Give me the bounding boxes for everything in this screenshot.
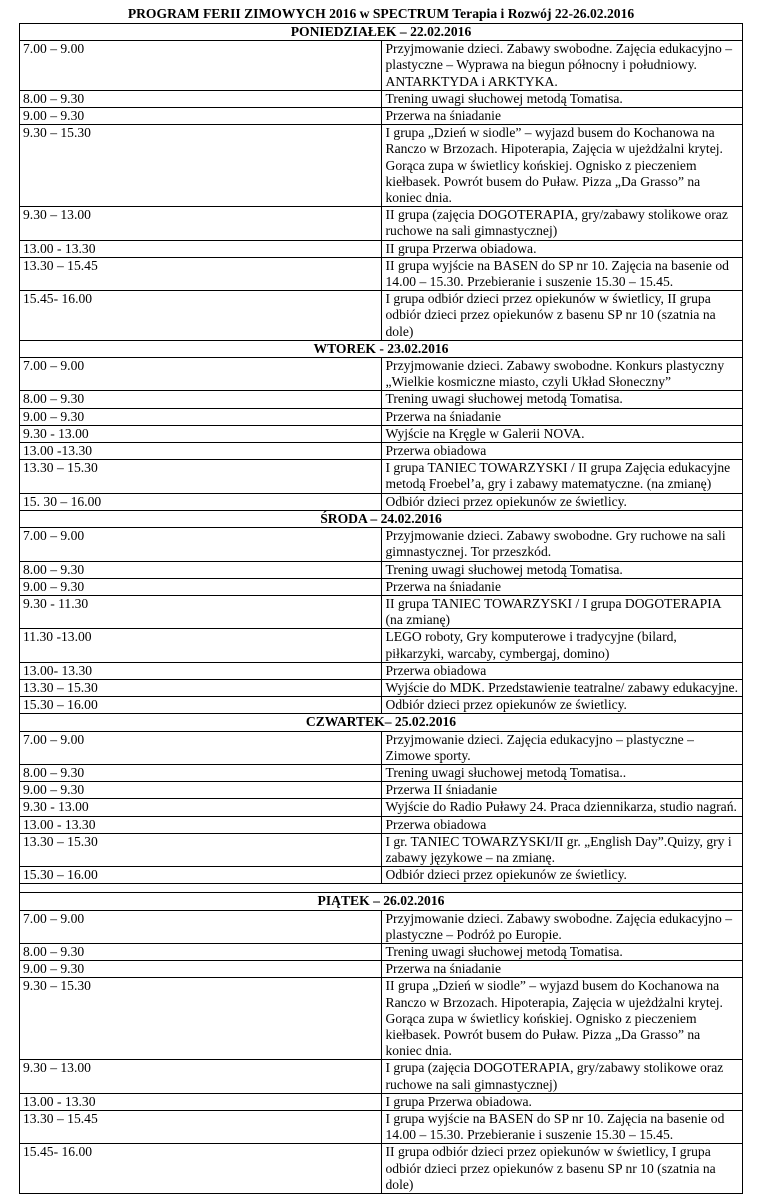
activity-cell: Trening uwagi słuchowej metodą Tomatisa. xyxy=(381,90,743,107)
time-cell: 9.30 – 13.00 xyxy=(20,207,382,240)
day-header: ŚRODA – 24.02.2016 xyxy=(20,510,743,527)
time-cell: 13.30 – 15.30 xyxy=(20,833,382,866)
activity-cell: Przerwa na śniadanie xyxy=(381,961,743,978)
schedule-row xyxy=(20,561,743,578)
time-cell: 7.00 – 9.00 xyxy=(20,910,382,943)
schedule-row xyxy=(20,816,743,833)
time-cell: 8.00 – 9.30 xyxy=(20,764,382,781)
activity-cell: Odbiór dzieci przez opiekunów ze świetlicy. xyxy=(381,493,743,510)
schedule-row xyxy=(20,460,743,493)
schedule-row xyxy=(20,961,743,978)
time-cell: 8.00 – 9.30 xyxy=(20,943,382,960)
schedule-row xyxy=(20,978,743,1060)
activity-cell: Przerwa obiadowa xyxy=(381,662,743,679)
time-cell: 7.00 – 9.00 xyxy=(20,731,382,764)
schedule-row xyxy=(20,391,743,408)
activity-cell: I grupa „Dzień w siodle” – wyjazd busem do Kochanowa na Ranczo w Brzozach. Hipoterapia, Zajęcia w ujeżdżalni krytej. Gorąca zupa w świetlicy końskiej. Ognisko z pieczeniem kiełbasek. Powrót busem do Puław. Pizza „Da Grasso” na koniec dnia. xyxy=(381,125,743,207)
time-cell: 8.00 – 9.30 xyxy=(20,561,382,578)
schedule-row xyxy=(20,41,743,91)
activity-cell: I gr. TANIEC TOWARZYSKI/II gr. „English Day”.Quizy, gry i zabawy językowe – na zmianę. xyxy=(381,833,743,866)
day-header-row xyxy=(20,714,743,731)
time-cell: 8.00 – 9.30 xyxy=(20,391,382,408)
schedule-row xyxy=(20,943,743,960)
schedule-row xyxy=(20,679,743,696)
time-cell: 13.30 – 15.30 xyxy=(20,679,382,696)
schedule-row xyxy=(20,595,743,628)
schedule-row xyxy=(20,528,743,561)
schedule-row xyxy=(20,1060,743,1093)
time-cell: 9.30 - 13.00 xyxy=(20,425,382,442)
time-cell: 13.00 - 13.30 xyxy=(20,1093,382,1110)
schedule-row xyxy=(20,799,743,816)
activity-cell: Przerwa na śniadanie xyxy=(381,408,743,425)
time-cell: 7.00 – 9.00 xyxy=(20,358,382,391)
day-header-row xyxy=(20,893,743,910)
time-cell: 13.00 - 13.30 xyxy=(20,240,382,257)
schedule-table-body xyxy=(20,24,743,1194)
day-header: WTOREK - 23.02.2016 xyxy=(20,340,743,357)
document-title: PROGRAM FERII ZIMOWYCH 2016 w SPECTRUM Terapia i Rozwój 22-26.02.2016 xyxy=(127,6,635,21)
activity-cell: Przerwa obiadowa xyxy=(381,443,743,460)
activity-cell: II grupa odbiór dzieci przez opiekunów w świetlicy, I grupa odbiór dzieci przez opiekunów z basenu SP nr 10 (szatnia na dole) xyxy=(381,1144,743,1194)
schedule-row xyxy=(20,408,743,425)
time-cell: 15.45- 16.00 xyxy=(20,291,382,341)
time-cell: 8.00 – 9.30 xyxy=(20,90,382,107)
time-cell: 15.30 – 16.00 xyxy=(20,697,382,714)
schedule-row xyxy=(20,291,743,341)
schedule-row xyxy=(20,493,743,510)
day-header: PONIEDZIAŁEK – 22.02.2016 xyxy=(20,24,743,41)
schedule-row xyxy=(20,697,743,714)
time-cell: 9.30 - 13.00 xyxy=(20,799,382,816)
schedule-row xyxy=(20,125,743,207)
activity-cell: I grupa Przerwa obiadowa. xyxy=(381,1093,743,1110)
activity-cell: II grupa „Dzień w siodle” – wyjazd busem do Kochanowa na Ranczo w Brzozach. Hipoterapia, Zajęcia w ujeżdżalni krytej. Gorąca zupa w świetlicy końskiej. Ognisko z pieczeniem kiełbasek. Powrót busem do Puław. Pizza „Da Grasso” na koniec dnia. xyxy=(381,978,743,1060)
schedule-row xyxy=(20,1144,743,1194)
schedule-row xyxy=(20,662,743,679)
schedule-row xyxy=(20,207,743,240)
time-cell: 13.30 – 15.30 xyxy=(20,460,382,493)
activity-cell: Trening uwagi słuchowej metodą Tomatisa. xyxy=(381,561,743,578)
schedule-row xyxy=(20,833,743,866)
day-header-row xyxy=(20,510,743,527)
activity-cell: Wyjście na Kręgle w Galerii NOVA. xyxy=(381,425,743,442)
activity-cell: LEGO roboty, Gry komputerowe i tradycyjne (bilard, piłkarzyki, warcaby, cymbergaj, domino) xyxy=(381,629,743,662)
schedule-row xyxy=(20,1093,743,1110)
activity-cell: Trening uwagi słuchowej metodą Tomatisa. xyxy=(381,943,743,960)
schedule-row xyxy=(20,240,743,257)
schedule-row xyxy=(20,257,743,290)
time-cell: 9.00 – 9.30 xyxy=(20,408,382,425)
schedule-row xyxy=(20,731,743,764)
activity-cell: I grupa (zajęcia DOGOTERAPIA, gry/zabawy stolikowe oraz ruchowe na sali gimnastycznej) xyxy=(381,1060,743,1093)
schedule-row xyxy=(20,358,743,391)
day-header-row xyxy=(20,340,743,357)
activity-cell: Odbiór dzieci przez opiekunów ze świetlicy. xyxy=(381,867,743,884)
day-header-row xyxy=(20,24,743,41)
activity-cell: I grupa odbiór dzieci przez opiekunów w świetlicy, II grupa odbiór dzieci przez opiekunów z basenu SP nr 10 (szatnia na dole) xyxy=(381,291,743,341)
activity-cell: I grupa wyjście na BASEN do SP nr 10. Zajęcia na basenie od 14.00 – 15.30. Przebieranie i suszenie 15.30 – 15.45. xyxy=(381,1111,743,1144)
schedule-row xyxy=(20,1111,743,1144)
section-gap xyxy=(20,884,743,893)
activity-cell: Przyjmowanie dzieci. Zabawy swobodne. Konkurs plastyczny „Wielkie kosmiczne miasto, czyli Układ Słoneczny” xyxy=(381,358,743,391)
schedule-row xyxy=(20,764,743,781)
activity-cell: Wyjście do MDK. Przedstawienie teatralne/ zabawy edukacyjne. xyxy=(381,679,743,696)
time-cell: 9.00 – 9.30 xyxy=(20,578,382,595)
time-cell: 9.30 – 15.30 xyxy=(20,125,382,207)
time-cell: 13.00 -13.30 xyxy=(20,443,382,460)
time-cell: 15.30 – 16.00 xyxy=(20,867,382,884)
activity-cell: Przerwa II śniadanie xyxy=(381,782,743,799)
schedule-row xyxy=(20,867,743,884)
schedule-table xyxy=(19,23,743,1194)
day-header: PIĄTEK – 26.02.2016 xyxy=(20,893,743,910)
time-cell: 15. 30 – 16.00 xyxy=(20,493,382,510)
schedule-row xyxy=(20,629,743,662)
activity-cell: II grupa TANIEC TOWARZYSKI / I grupa DOGOTERAPIA (na zmianę) xyxy=(381,595,743,628)
time-cell: 9.00 – 9.30 xyxy=(20,108,382,125)
activity-cell: II grupa wyjście na BASEN do SP nr 10. Zajęcia na basenie od 14.00 – 15.30. Przebieranie i suszenie 15.30 – 15.45. xyxy=(381,257,743,290)
time-cell: 13.30 – 15.45 xyxy=(20,1111,382,1144)
activity-cell: Przerwa na śniadanie xyxy=(381,578,743,595)
activity-cell: II grupa (zajęcia DOGOTERAPIA, gry/zabawy stolikowe oraz ruchowe na sali gimnastycznej) xyxy=(381,207,743,240)
activity-cell: Przyjmowanie dzieci. Zabawy swobodne. Zajęcia edukacyjno – plastyczne – Wyprawa na biegun północny i południowy. ANTARKTYDA i ARKTYKA. xyxy=(381,41,743,91)
activity-cell: Przyjmowanie dzieci. Zajęcia edukacyjno – plastyczne – Zimowe sporty. xyxy=(381,731,743,764)
time-cell: 9.30 – 13.00 xyxy=(20,1060,382,1093)
day-header: CZWARTEK– 25.02.2016 xyxy=(20,714,743,731)
time-cell: 7.00 – 9.00 xyxy=(20,41,382,91)
activity-cell: Odbiór dzieci przez opiekunów ze świetlicy. xyxy=(381,697,743,714)
activity-cell: Przerwa obiadowa xyxy=(381,816,743,833)
schedule-row xyxy=(20,90,743,107)
time-cell: 9.30 – 15.30 xyxy=(20,978,382,1060)
time-cell: 15.45- 16.00 xyxy=(20,1144,382,1194)
schedule-row xyxy=(20,108,743,125)
activity-cell: Przyjmowanie dzieci. Zabawy swobodne. Zajęcia edukacyjno – plastyczne – Podróż po Europie. xyxy=(381,910,743,943)
section-gap-cell xyxy=(20,884,743,893)
activity-cell: Trening uwagi słuchowej metodą Tomatisa.. xyxy=(381,764,743,781)
activity-cell: Przerwa na śniadanie xyxy=(381,108,743,125)
schedule-row xyxy=(20,443,743,460)
time-cell: 7.00 – 9.00 xyxy=(20,528,382,561)
activity-cell: Trening uwagi słuchowej metodą Tomatisa. xyxy=(381,391,743,408)
schedule-row xyxy=(20,910,743,943)
time-cell: 9.00 – 9.30 xyxy=(20,782,382,799)
time-cell: 13.00- 13.30 xyxy=(20,662,382,679)
time-cell: 13.00 - 13.30 xyxy=(20,816,382,833)
time-cell: 9.00 – 9.30 xyxy=(20,961,382,978)
time-cell: 9.30 - 11.30 xyxy=(20,595,382,628)
activity-cell: Przyjmowanie dzieci. Zabawy swobodne. Gry ruchowe na sali gimnastycznej. Tor przeszkód. xyxy=(381,528,743,561)
time-cell: 11.30 -13.00 xyxy=(20,629,382,662)
activity-cell: Wyjście do Radio Puławy 24. Praca dziennikarza, studio nagrań. xyxy=(381,799,743,816)
schedule-row xyxy=(20,425,743,442)
schedule-row xyxy=(20,782,743,799)
activity-cell: II grupa Przerwa obiadowa. xyxy=(381,240,743,257)
time-cell: 13.30 – 15.45 xyxy=(20,257,382,290)
schedule-row xyxy=(20,578,743,595)
schedule-document xyxy=(19,6,743,1194)
activity-cell: I grupa TANIEC TOWARZYSKI / II grupa Zajęcia edukacyjne metodą Froebel’a, gry i zabawy matematyczne. (na zmianę) xyxy=(381,460,743,493)
